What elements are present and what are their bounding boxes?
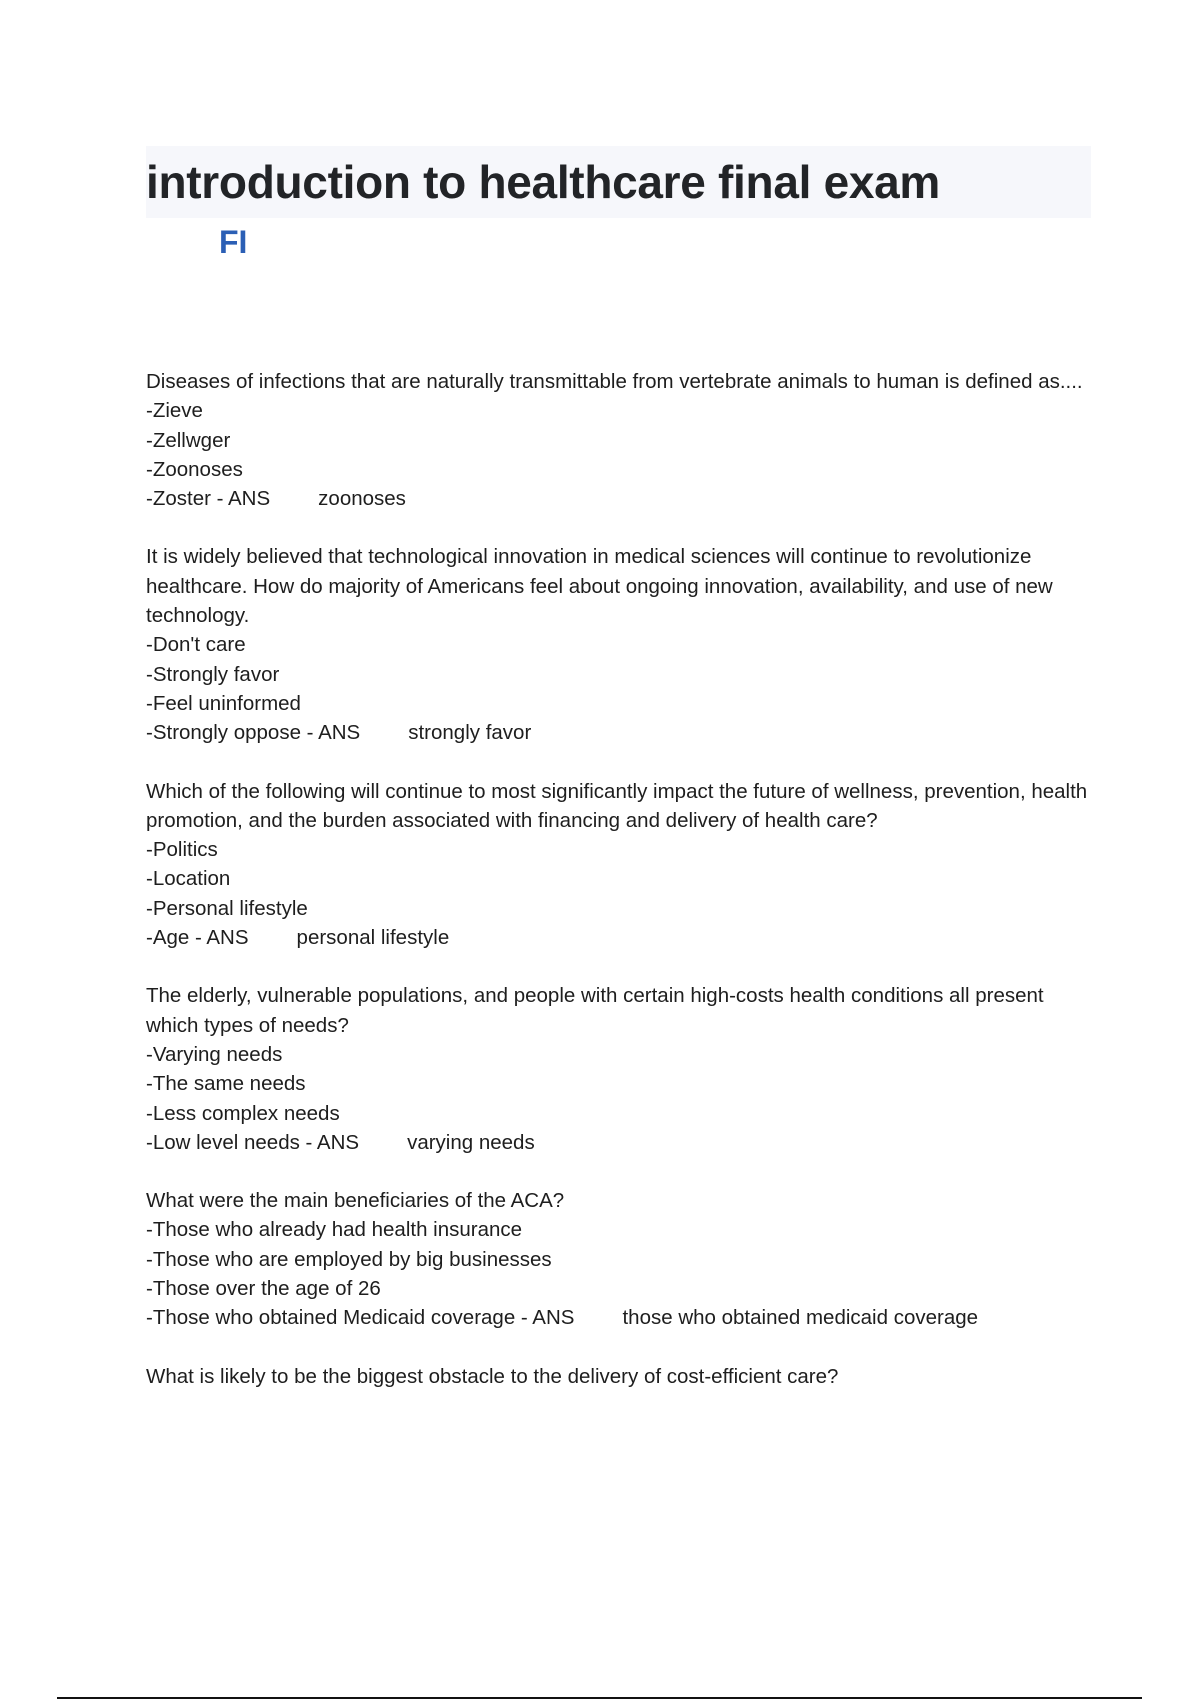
answer-option: -Those who obtained Medicaid coverage - ANS	[146, 1306, 575, 1330]
footer-rule	[57, 1697, 1142, 1699]
question-text: Which of the following will continue to most significantly impact the future of wellness, prevention, health promotion, and the burden associated with financing and delivery of health care?	[146, 779, 1093, 832]
answer-text: personal lifestyle	[296, 926, 450, 950]
answer-option: -Zoonoses	[146, 457, 243, 481]
answer-line	[146, 1128, 1091, 1157]
answer-option: -Those who are employed by big businesses	[146, 1247, 552, 1271]
question-text: The elderly, vulnerable populations, and people with certain high-costs health conditions all present which types of needs?	[146, 984, 1050, 1037]
question-block	[146, 777, 1091, 953]
answer-option: -Personal lifestyle	[146, 896, 308, 920]
answer-option: -Age - ANS	[146, 926, 249, 950]
answer-option: -Those who already had health insurance	[146, 1218, 523, 1242]
question-block	[146, 542, 1091, 747]
answer-option: -Those over the age of 26	[146, 1277, 381, 1301]
question-block	[146, 981, 1091, 1157]
question-block	[146, 1362, 1091, 1391]
question-text: It is widely believed that technological innovation in medical sciences will continue to revolutionize healthcare. How do majority of Americans feel about ongoing innovation, availability, and use of new technology.	[146, 545, 1059, 628]
answer-text: those who obtained medicaid coverage	[622, 1306, 979, 1330]
answer-option: -Less complex needs	[146, 1101, 340, 1125]
question-text: What were the main beneficiaries of the ACA?	[146, 1189, 565, 1213]
answer-text: varying needs	[407, 1130, 535, 1154]
document-title: introduction to healthcare final exam	[146, 156, 941, 208]
question-text: What is likely to be the biggest obstacle to the delivery of cost-efficient care?	[146, 1364, 839, 1388]
answer-option: -Low level needs - ANS	[146, 1130, 360, 1154]
answer-option: -Location	[146, 867, 231, 891]
answer-line	[146, 718, 1091, 747]
document-page	[146, 146, 1091, 1420]
answer-text: strongly favor	[408, 721, 532, 745]
answer-option: -Politics	[146, 838, 218, 862]
answer-option: -Strongly oppose - ANS	[146, 721, 361, 745]
answer-option: -The same needs	[146, 1072, 306, 1096]
answer-option: -Zieve	[146, 399, 203, 423]
answer-line	[146, 484, 1091, 513]
answer-option: -Zellwger	[146, 428, 231, 452]
answer-option: -Feel uninformed	[146, 691, 301, 715]
question-block	[146, 1186, 1091, 1332]
answer-text: zoonoses	[318, 487, 406, 511]
question-block	[146, 367, 1091, 513]
question-text: Diseases of infections that are naturally transmittable from vertebrate animals to human is defined as....	[146, 370, 1083, 393]
answer-line	[146, 1303, 1091, 1332]
sub-mark: FI	[219, 224, 248, 260]
answer-option: -Strongly favor	[146, 662, 280, 686]
question-list	[146, 367, 1091, 1391]
answer-option: -Varying needs	[146, 1042, 283, 1066]
answer-line	[146, 923, 1091, 952]
answer-option: -Zoster - ANS	[146, 487, 271, 511]
answer-option: -Don't care	[146, 633, 246, 657]
title-bar	[146, 146, 1091, 218]
